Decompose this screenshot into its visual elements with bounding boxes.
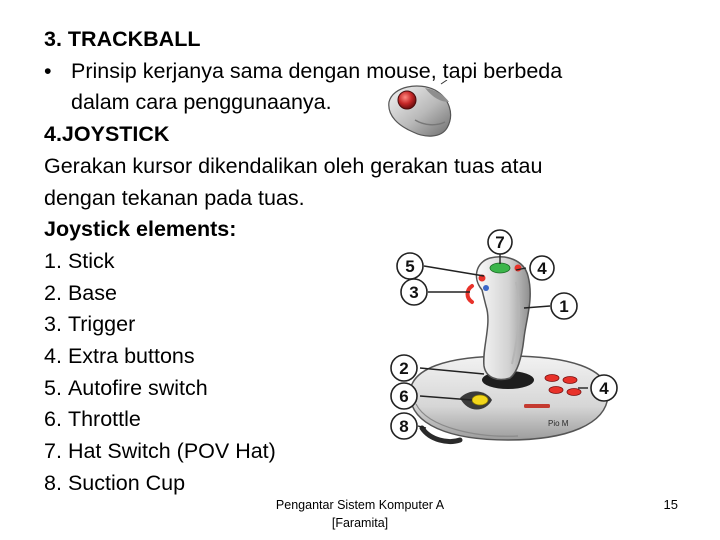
element-number: 7. — [44, 439, 62, 464]
callout-label-4-base: 4 — [599, 379, 609, 398]
callout-label-2: 2 — [399, 359, 409, 378]
joystick-description-line1: Gerakan kursor dikendalikan oleh gerakan tuas atau — [44, 153, 543, 178]
trackball-description-line1: Prinsip kerjanya sama dengan mouse, tapi berbeda — [71, 58, 563, 83]
trackball-bullet-item — [44, 56, 664, 88]
callout-label-1: 1 — [559, 297, 569, 316]
footer-course-title: Pengantar Sistem Komputer A — [275, 498, 445, 512]
footer-author: [Faramita] — [331, 516, 389, 530]
trackball-description-line2: dalam cara penggunaanya. — [71, 90, 332, 115]
trackball-image — [385, 80, 460, 140]
joystick-description-line2: dengan tekanan pada tuas. — [44, 185, 305, 210]
element-label: Autofire switch — [67, 375, 208, 400]
callout-label-4: 4 — [537, 259, 547, 278]
callout-label-7: 7 — [495, 233, 505, 252]
element-label: Trigger — [67, 312, 136, 337]
bullet-icon: • — [44, 58, 52, 83]
element-number: 8. — [44, 470, 62, 495]
joystick-element-item — [44, 468, 664, 500]
element-label: Stick — [67, 248, 115, 273]
element-number: 3. — [44, 312, 62, 337]
trackball-heading: 3. TRACKBALL — [44, 27, 201, 51]
element-label: Hat Switch (POV Hat) — [67, 439, 276, 464]
callout-label-3: 3 — [409, 283, 419, 302]
element-label: Throttle — [67, 407, 141, 432]
autofire-switch — [483, 285, 489, 291]
joystick-elements-heading: Joystick elements: — [44, 217, 237, 242]
element-label: Suction Cup — [67, 470, 186, 495]
callout-label-6: 6 — [399, 387, 409, 406]
element-number: 1. — [44, 248, 62, 273]
footer-course — [240, 496, 480, 532]
hat-switch — [490, 263, 510, 273]
element-number: 6. — [44, 407, 62, 432]
joystick-heading: 4.JOYSTICK — [44, 122, 170, 147]
joystick-brand-text: Pio M — [548, 419, 569, 428]
callout-label-5: 5 — [405, 257, 415, 276]
trigger — [468, 286, 473, 302]
stick-red-button — [515, 265, 522, 272]
element-number: 2. — [44, 280, 62, 305]
callout-label-8: 8 — [399, 417, 409, 436]
element-label: Extra buttons — [67, 344, 195, 369]
element-number: 4. — [44, 344, 62, 369]
element-label: Base — [67, 280, 117, 305]
joystick-diagram — [368, 228, 630, 450]
page-number: 15 — [663, 497, 678, 512]
element-number: 5. — [44, 375, 62, 400]
